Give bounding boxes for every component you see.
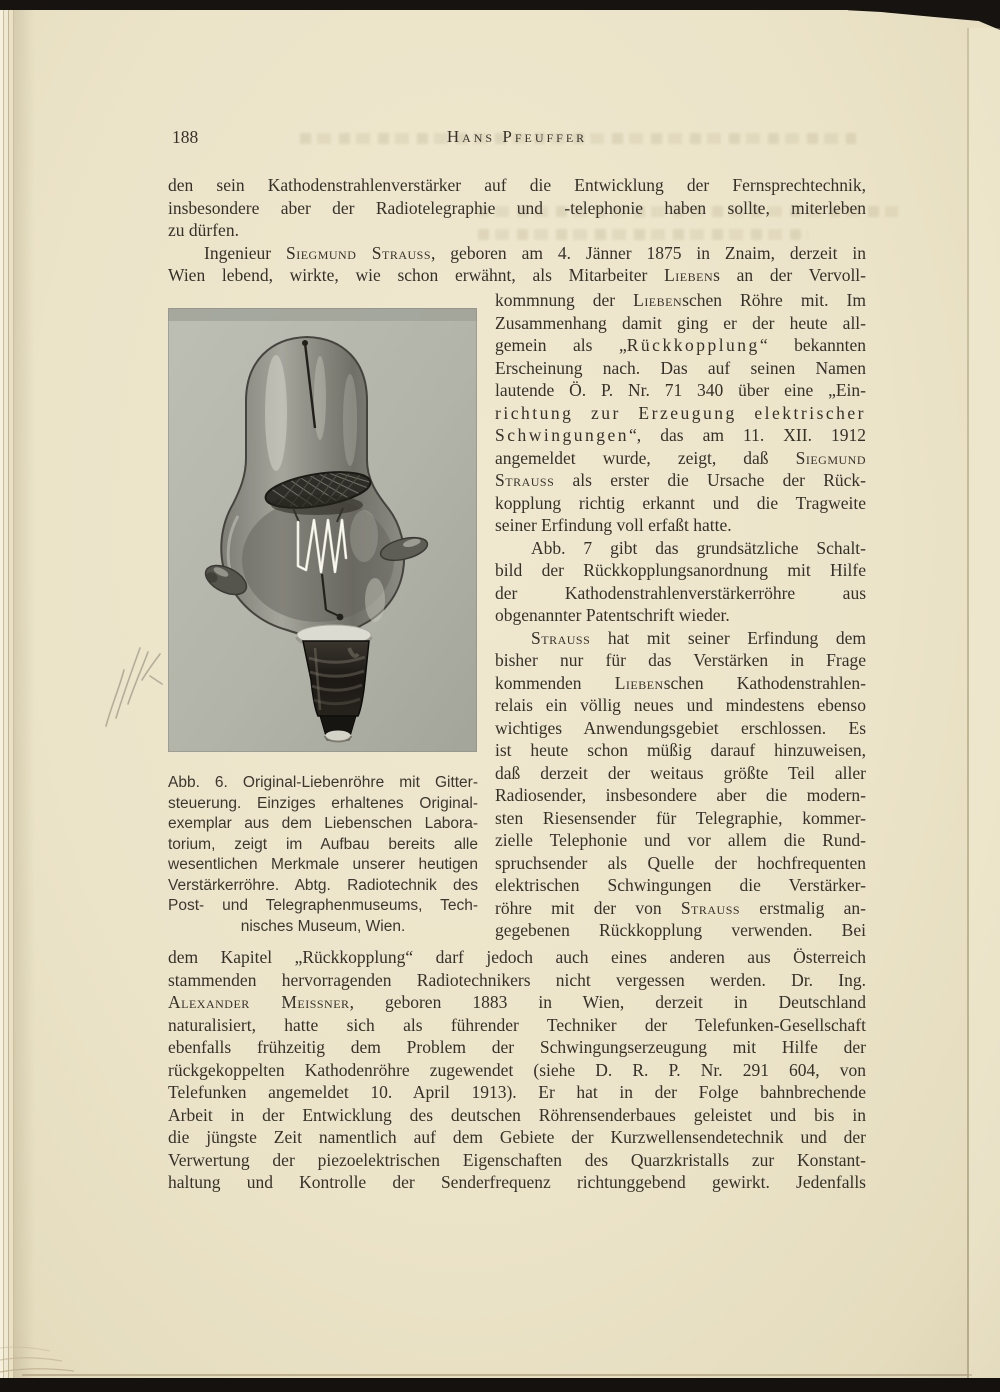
right-page-sliver xyxy=(969,28,1000,1378)
text-line: seiner Erfindung voll erfaßt hatte. xyxy=(495,515,732,535)
text-line: Arbeit in der Entwicklung des deutschen Röhrensenderbaues geleistet und bis in xyxy=(168,1104,866,1125)
text-line: ist heute schon müßig darauf hinzuweisen, xyxy=(495,740,866,760)
text-line: spruchsender als Quelle der hochfrequenten xyxy=(495,852,866,873)
text-line: kommenden Liebenschen Kathodenstrahlen- xyxy=(495,672,866,693)
text-line: Strauss hat mit seiner Erfindung dem xyxy=(531,627,866,648)
page-number: 188 xyxy=(172,127,199,147)
corner-page-edges xyxy=(0,1318,80,1380)
text-line: sten Riesensender für Telegraphie, kommer- xyxy=(495,807,866,828)
text-line: zu dürfen. xyxy=(168,220,239,240)
text-line: Strauss als erster die Ursache der Rück- xyxy=(495,470,866,490)
text-line: Post- und Telegraphenmuseums, Tech- xyxy=(168,897,478,914)
text-line: den sein Kathodenstrahlenverstärker auf die Entwicklung der Fernsprechtechnik, xyxy=(168,175,866,195)
text-line: wichtiges Anwendungsgebiet erschlossen. Es xyxy=(495,717,866,738)
text-line: relais ein völlig neues und mindestens ebenso xyxy=(495,695,866,715)
text-line: haltung und Kontrolle der Senderfrequenz richtunggebend gewirkt. Jedenfalls xyxy=(168,1172,866,1192)
text-line: Zusammenhang damit ging er der heute all- xyxy=(495,312,866,333)
text-line: Verstärkerröhre. Abtg. Radiotechnik des xyxy=(168,876,478,894)
text-line: wesentlichen Merkmale unserer heutigen xyxy=(168,856,478,873)
text-line: röhre mit der von Strauss erstmalig an- xyxy=(495,897,867,918)
text-line: nisches Museum, Wien. xyxy=(240,917,406,935)
text-line: Telefunken angemeldet 10. April 1913). Er hat in der Folge bahnbrechende xyxy=(168,1082,866,1102)
text-line: Ingenieur Siegmund Strauss, geboren am 4. Jänner 1875 in Znaim, derzeit in xyxy=(204,242,866,263)
intro-paragraphs xyxy=(168,174,866,287)
text-line: bild der Rückkopplungsanordnung mit Hilfe xyxy=(495,560,866,580)
bottom-black-border xyxy=(0,1378,1000,1392)
running-header-text: Hans Pfeuffer xyxy=(446,127,588,146)
text-line: steuerung. Einziges erhaltenes Original- xyxy=(168,794,478,812)
text-line: zielle Telephonie und vor allem die Rund- xyxy=(495,830,866,850)
figure-photo xyxy=(168,308,477,752)
text-line: Schwingungen“, das am 11. XII. 1912 xyxy=(495,425,866,445)
text-line: stammenden hervorragenden Radiotechnikers nicht vergessen werden. Dr. Ing. xyxy=(168,969,866,990)
text-line: lautende Ö. P. Nr. 71 340 über eine „Ein- xyxy=(495,380,866,400)
right-column-text xyxy=(495,289,866,942)
running-header xyxy=(168,127,866,147)
text-line: Abb. 7 gibt das grundsätzliche Schalt- xyxy=(531,537,866,558)
text-line: die jüngste Zeit namentlich auf dem Gebiete der Kurzwellensendetechnik und der xyxy=(168,1127,866,1147)
text-line: obgenannter Patentschrift wieder. xyxy=(495,605,730,625)
text-line: Alexander Meissner, geboren 1883 in Wien, derzeit in Deutschland xyxy=(168,992,867,1012)
text-line: bisher nur für das Verstärken in Frage xyxy=(495,650,866,670)
text-line: gegebenen Rückkopplung verwenden. Bei xyxy=(495,920,866,940)
page-edge-line xyxy=(13,10,14,1378)
text-line: Erscheinung nach. Das auf seinen Namen xyxy=(495,357,866,378)
text-line: elektrischen Schwingungen die Verstärker- xyxy=(495,875,866,895)
text-line: kopplung richtig erkannt und die Tragweite xyxy=(495,492,866,513)
text-line: exemplar aus dem Liebenschen Labora- xyxy=(168,815,478,832)
text-line: rückgekoppelten Kathodenröhre zugewendet (siehe D. R. P. Nr. 291 604, von xyxy=(168,1059,866,1080)
margin-pencil-scribble xyxy=(98,616,176,734)
text-line: dem Kapitel „Rückkopplung“ darf jedoch auch eines anderen aus Österreich xyxy=(168,947,866,967)
figure-caption xyxy=(168,773,478,937)
text-line: der Kathodenstrahlenverstärkerröhre aus xyxy=(495,582,866,603)
text-line: naturalisiert, hatte sich als führender Techniker der Telefunken-Gesellschaft xyxy=(168,1014,866,1035)
text-line: ebenfalls frühzeitig dem Problem der Schwingungserzeugung mit Hilfe der xyxy=(168,1037,866,1057)
text-line: angemeldet wurde, zeigt, daß Siegmund xyxy=(495,447,866,468)
lieben-tube-photo xyxy=(168,308,477,752)
bottom-page-edge xyxy=(22,1374,972,1376)
text-line: richtung zur Erzeugung elektrischer xyxy=(495,402,866,423)
text-line: Verwertung der piezoelektrischen Eigenschaften des Quarzkristalls zur Konstant- xyxy=(168,1149,866,1170)
text-line: Radiosender, insbesondere aber die modern- xyxy=(495,785,866,805)
text-line: Abb. 6. Original-Liebenröhre mit Gitter- xyxy=(168,774,478,791)
text-line: gemein als „Rückkopplung“ bekannten xyxy=(495,335,867,355)
text-line: insbesondere aber der Radiotelegraphie und -telephonie haben sollte, miterleben xyxy=(168,197,866,218)
text-line: Wien lebend, wirkte, wie schon erwähnt, als Mitarbeiter Liebens an der Vervoll- xyxy=(168,265,866,285)
bottom-paragraph xyxy=(168,946,866,1194)
text-line: torium, zeigt im Aufbau bereits alle xyxy=(168,835,478,853)
text-line: daß derzeit der weitaus größte Teil aller xyxy=(495,762,866,783)
text-line: kommnung der Liebenschen Röhre mit. Im xyxy=(495,290,866,310)
